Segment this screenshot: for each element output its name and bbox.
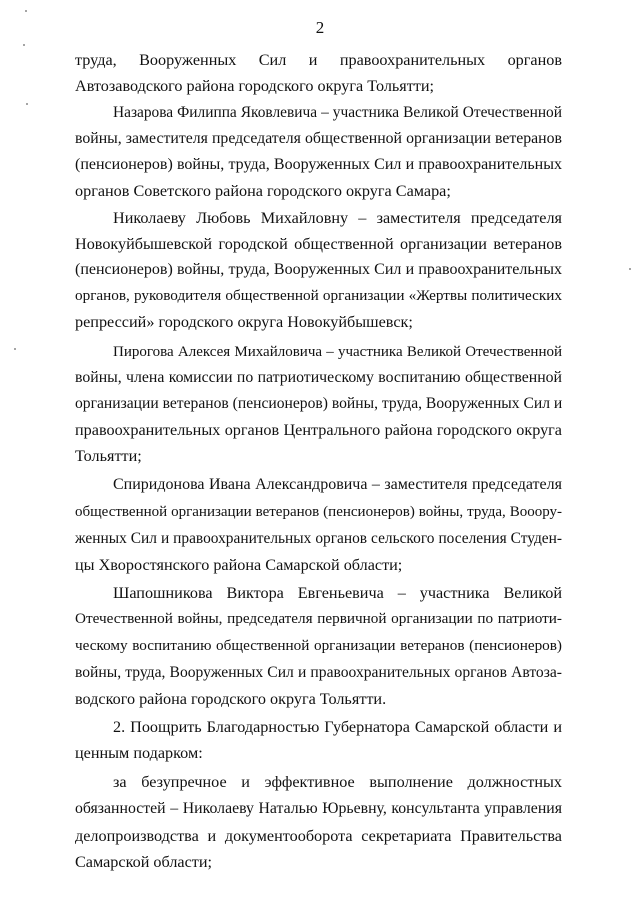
text-line: правоохранительных органов Центрального района городского округа — [75, 421, 562, 439]
text-line: Шапошникова Виктора Евгеньевича – участника Великой — [113, 584, 562, 602]
text-line: Отечественной войны, председателя первичной организации по патриоти- — [75, 610, 562, 627]
scan-speck — [26, 103, 28, 105]
text-line: войны, труда, Вооруженных Сил и правоохранительных органов Автоза- — [75, 664, 562, 681]
scan-speck — [629, 268, 631, 270]
text-line: войны, заместителя председателя общественной организации ветеранов — [75, 130, 562, 147]
text-line: женных Сил и правоохранительных органов сельского поселения Студен- — [75, 530, 562, 547]
text-line: (пенсионеров) войны, труда, Вооруженных Сил и правоохранительных — [75, 261, 562, 278]
scan-speck — [25, 10, 27, 12]
text-line: Назарова Филиппа Яковлевича – участника Великой Отечественной — [113, 104, 562, 121]
text-line: войны, члена комиссии по патриотическому воспитанию общественной — [75, 369, 562, 386]
text-line: общественной организации ветеранов (пенсионеров) войны, труда, Вооору- — [75, 504, 562, 520]
text-line: Новокуйбышевской городской общественной организации ветеранов — [75, 235, 562, 253]
text-line: репрессий» городского округа Новокуйбышевск; — [75, 313, 413, 331]
text-line: ценным подарком: — [75, 744, 203, 762]
text-line: Спиридонова Ивана Александровича – заместителя председателя — [113, 476, 562, 493]
text-line: Пирогова Алексея Михайловича – участника Великой Отечественной — [113, 344, 562, 360]
text-line: Самарской области; — [75, 853, 213, 871]
text-line: обязанностей – Николаеву Наталью Юрьевну, консультанта управления — [75, 800, 562, 817]
text-line: водского района городского округа Тольятти. — [75, 690, 387, 708]
text-line: цы Хворостянского района Самарской области; — [75, 556, 403, 574]
text-line: органов Советского района городского округа Самара; — [75, 182, 451, 200]
text-line: Автозаводского района городского округа Тольятти; — [75, 77, 435, 95]
text-line: Николаеву Любовь Михайловну – заместителя председателя — [113, 209, 562, 227]
text-line: 2. Поощрить Благодарностью Губернатора Самарской области и — [113, 718, 562, 736]
text-line: ческому воспитанию общественной организации ветеранов (пенсионеров) — [75, 637, 562, 654]
text-line: организации ветеранов (пенсионеров) войны, труда, Вооруженных Сил и — [75, 395, 563, 412]
text-line: Тольятти; — [75, 447, 142, 465]
text-line: труда, Вооруженных Сил и правоохранительных органов — [75, 51, 562, 69]
text-line: органов, руководителя общественной организации «Жертвы политических — [75, 287, 562, 304]
scan-speck — [14, 348, 16, 350]
text-line: (пенсионеров) войны, труда, Вооруженных Сил и правоохранительных — [75, 156, 562, 173]
text-line: делопроизводства и документооборота секретариата Правительства — [75, 827, 562, 845]
scan-speck — [23, 44, 25, 46]
text-line: за безупречное и эффективное выполнение должностных — [113, 773, 562, 791]
page-number: 2 — [315, 18, 325, 37]
